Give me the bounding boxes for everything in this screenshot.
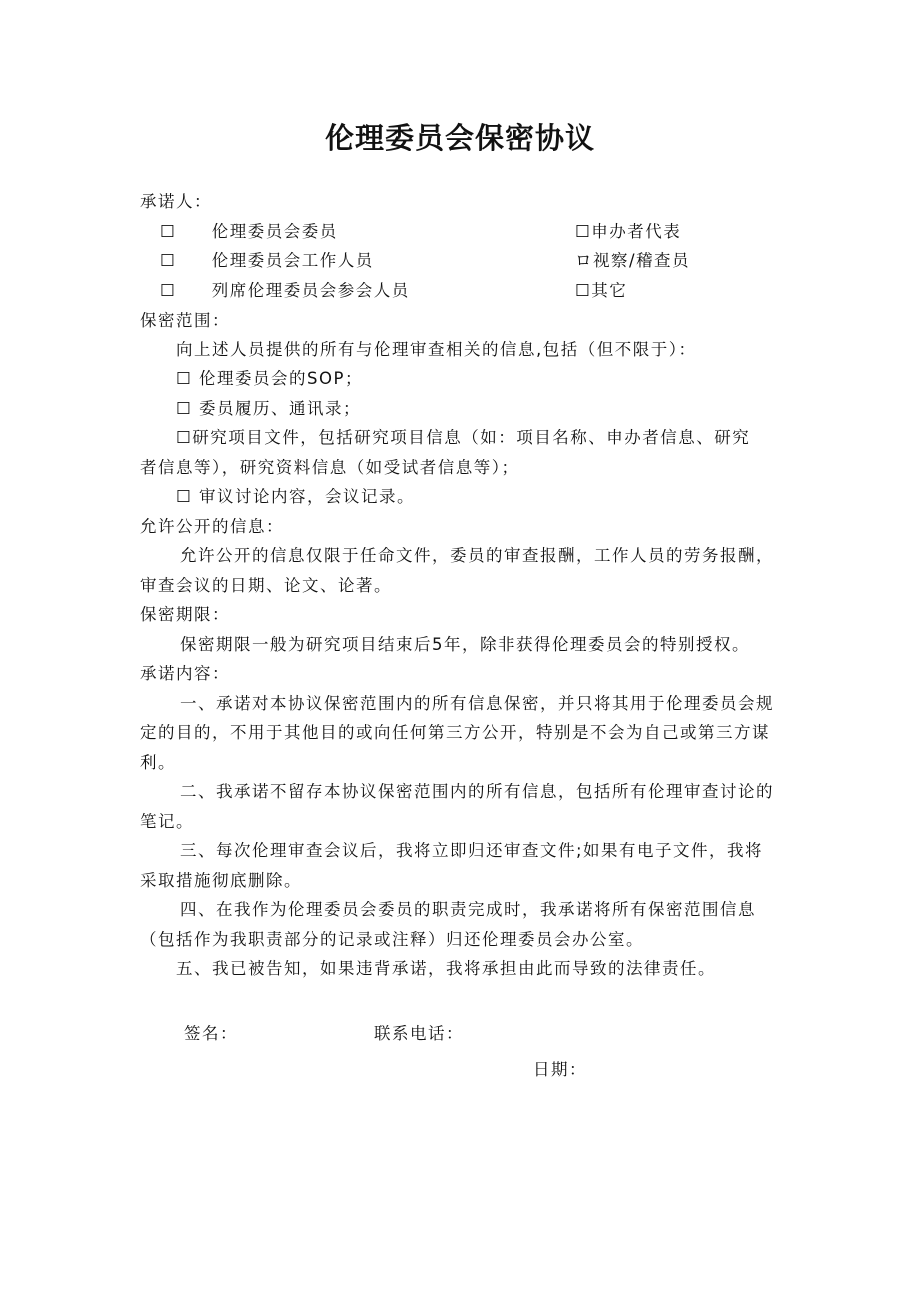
phone-label: 联系电话： [374, 1024, 464, 1043]
scope-item-sop[interactable] [176, 369, 363, 389]
option-label: 列席伦理委员会参会人员 [211, 281, 410, 300]
commitment-2-line2: 笔记。 [140, 812, 194, 831]
date-label: 日期： [533, 1060, 587, 1079]
scope-item-project-docs[interactable] [176, 428, 750, 448]
public-info-label: 允许公开的信息： [140, 517, 284, 536]
public-info-line1: 允许公开的信息仅限于任命文件，委员的审查报酬，工作人员的劳务报酬， [180, 546, 774, 565]
scope-item-text: 审议讨论内容，会议记录。 [199, 487, 416, 506]
option-ethics-member[interactable] [160, 222, 338, 242]
scope-item-project-docs-cont: 者信息等），研究资料信息（如受试者信息等）； [140, 458, 520, 477]
scope-intro: 向上述人员提供的所有与伦理审查相关的信息,包括（但不限于）： [176, 340, 697, 359]
checkbox-icon[interactable]: ☐ [160, 251, 177, 270]
commitment-3-line2: 采取措施彻底删除。 [140, 871, 302, 890]
checkbox-icon[interactable]: ロ [575, 251, 593, 270]
commitment-1-line3: 利。 [140, 753, 176, 772]
page-title: 伦理委员会保密协议 [324, 121, 595, 155]
checkbox-icon[interactable]: ☐ [176, 369, 193, 388]
scope-item-resume[interactable] [176, 399, 361, 419]
option-sponsor-rep[interactable] [575, 222, 681, 242]
checkbox-icon[interactable]: ☐ [176, 487, 193, 506]
checkbox-icon[interactable]: ☐ [176, 399, 193, 418]
scope-item-text: 研究项目文件，包括研究项目信息（如：项目名称、申办者信息、研究 [192, 428, 751, 447]
commitment-3-line1: 三、每次伦理审查会议后，我将立即归还审查文件;如果有电子文件，我将 [180, 841, 764, 860]
commitment-label: 承诺内容： [140, 664, 230, 683]
option-label: 伦理委员会工作人员 [211, 251, 374, 270]
signature-label: 签名： [184, 1024, 238, 1043]
option-label: 其它 [591, 281, 628, 300]
checkbox-icon[interactable]: ☐ [160, 281, 177, 300]
option-inspector[interactable] [575, 251, 690, 271]
checkbox-icon[interactable]: ☐ [575, 281, 592, 300]
period-text: 保密期限一般为研究项目结束后5年，除非获得伦理委员会的特别授权。 [180, 635, 750, 654]
commitment-1-line1: 一、承诺对本协议保密范围内的所有信息保密，并只将其用于伦理委员会规 [180, 694, 774, 713]
option-label: 视察/稽查员 [593, 251, 691, 270]
scope-label: 保密范围： [140, 311, 230, 330]
option-other[interactable] [575, 281, 627, 301]
promisor-label: 承诺人： [140, 192, 212, 211]
checkbox-icon[interactable]: ☐ [575, 222, 592, 241]
commitment-1-line2: 定的目的，不用于其他目的或向任何第三方公开，特别是不会为自己或第三方谋 [140, 723, 770, 742]
public-info-line2: 审查会议的日期、论文、论著。 [140, 576, 392, 595]
option-attendee[interactable] [160, 281, 410, 301]
checkbox-icon[interactable]: ☐ [160, 222, 177, 241]
commitment-5: 五、我已被告知，如果违背承诺，我将承担由此而导致的法律责任。 [176, 959, 716, 978]
option-ethics-staff[interactable] [160, 251, 374, 271]
commitment-2-line1: 二、我承诺不留存本协议保密范围内的所有信息，包括所有伦理审查讨论的 [180, 782, 774, 801]
period-label: 保密期限： [140, 605, 230, 624]
scope-item-text: 伦理委员会的SOP； [199, 369, 363, 388]
checkbox-icon[interactable]: ☐ [176, 428, 193, 447]
commitment-4-line1: 四、在我作为伦理委员会委员的职责完成时，我承诺将所有保密范围信息 [180, 900, 756, 919]
scope-item-minutes[interactable] [176, 487, 415, 507]
option-label: 伦理委员会委员 [211, 222, 338, 241]
scope-item-text: 委员履历、通讯录； [199, 399, 362, 418]
option-label: 申办者代表 [591, 222, 682, 241]
commitment-4-line2: （包括作为我职责部分的记录或注释）归还伦理委员会办公室。 [140, 930, 644, 949]
